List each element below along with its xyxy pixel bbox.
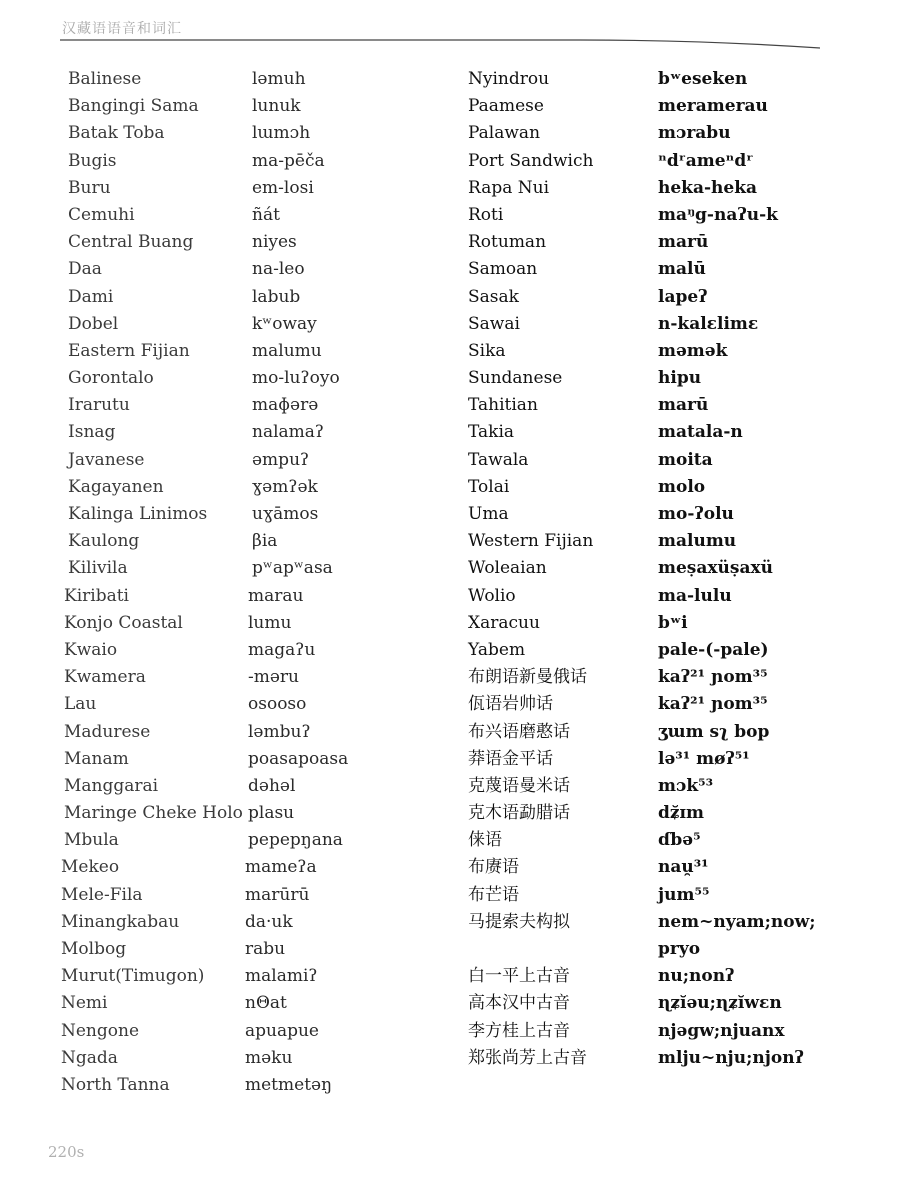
word-form: bʷi	[658, 612, 688, 633]
word-form: malū	[658, 259, 706, 280]
language-name: Cemuhi	[68, 204, 135, 225]
language-name: Tahitian	[468, 395, 538, 416]
word-form: metmetəŋ	[245, 1074, 333, 1095]
language-name: Dobel	[68, 313, 119, 334]
word-form: lə³¹ møʔ⁵¹	[658, 748, 750, 769]
word-form: nem~nyam;now;	[658, 911, 816, 932]
word-form: nΘat	[245, 993, 287, 1014]
word-form: moita	[658, 449, 713, 470]
language-name: Kaulong	[68, 531, 140, 552]
language-name: Sundanese	[468, 368, 563, 389]
word-form: lunuk	[252, 96, 301, 117]
language-name: Irarutu	[68, 395, 130, 416]
language-name: Murut(Timugon)	[61, 966, 205, 987]
word-form: rabu	[245, 939, 286, 959]
word-form: -məru	[248, 667, 299, 688]
word-form: maɸərə	[252, 395, 319, 416]
word-form: malumu	[252, 340, 322, 361]
word-form: labub	[252, 286, 301, 307]
language-name: Isnag	[68, 422, 116, 443]
word-form: poasapoasa	[248, 748, 349, 769]
word-form: meṣaxüṣaxü	[658, 558, 773, 579]
word-form: ñát	[252, 204, 280, 225]
word-form: ⁿdʳameⁿdʳ	[658, 150, 754, 171]
language-name: Samoan	[468, 259, 538, 280]
language-name: Roti	[468, 204, 504, 225]
language-name: Konjo Coastal	[64, 612, 183, 633]
word-form: mameʔa	[245, 857, 317, 878]
language-name	[468, 936, 648, 963]
word-form: pepepŋana	[248, 830, 343, 851]
word-form: ɣəmʔək	[252, 476, 318, 497]
word-form: ɗbə⁵	[658, 830, 701, 851]
word-form: pʷapʷasa	[252, 558, 333, 579]
language-name: North Tanna	[61, 1074, 170, 1095]
language-name: Eastern Fijian	[68, 340, 190, 361]
language-name: Lau	[64, 694, 97, 715]
language-name: 佤语岩帅话	[468, 694, 553, 715]
running-title: 汉藏语语音和词汇	[62, 21, 182, 37]
language-name: 马提索夫构拟	[468, 911, 570, 932]
word-form: em-losi	[252, 177, 314, 198]
language-name: Paamese	[468, 96, 544, 117]
word-form: əmpuʔ	[252, 449, 310, 470]
language-name: 布兴语磨憨话	[468, 721, 570, 742]
word-form: n-kalɛlimɛ	[658, 313, 759, 334]
language-name: Sika	[468, 340, 506, 361]
word-form: ʒɯm sʅ bop	[658, 721, 770, 742]
language-name: Takia	[468, 422, 515, 443]
word-form: maᵑg-naʔu-k	[658, 204, 778, 225]
language-name: Dami	[68, 286, 114, 307]
word-form: lapeʔ	[658, 286, 708, 307]
word-form: marū	[658, 395, 709, 416]
word-form: mo-luʔoyo	[252, 368, 340, 389]
language-name: Nemi	[61, 993, 108, 1014]
word-form: heka-heka	[658, 177, 757, 198]
language-name: Ngada	[61, 1047, 118, 1068]
word-form: ma-pēča	[252, 150, 325, 171]
word-form: ləmuh	[252, 69, 306, 89]
language-name: Yabem	[468, 639, 526, 660]
word-form: molo	[658, 476, 706, 497]
language-name: 高本汉中古音	[468, 993, 570, 1014]
language-name: Palawan	[468, 123, 541, 144]
language-name: Xaracuu	[468, 612, 540, 633]
language-name: Nengone	[61, 1020, 140, 1041]
word-form: osooso	[248, 694, 307, 715]
word-form: malamiʔ	[245, 966, 318, 987]
word-form: uɣāmos	[252, 504, 319, 524]
word-form: bʷeseken	[658, 69, 748, 89]
language-name: Javanese	[68, 449, 145, 470]
word-form: dəhəl	[248, 775, 296, 796]
word-form: marau	[248, 585, 304, 606]
language-name: Woleaian	[468, 558, 547, 579]
language-name: Kalinga Linimos	[68, 504, 208, 524]
word-form: malumu	[658, 531, 737, 552]
language-name: 李方桂上古音	[468, 1020, 570, 1041]
language-name: Minangkabau	[61, 911, 180, 932]
word-form: matala-n	[658, 422, 743, 443]
word-form: mlju~nju;njonʔ	[658, 1047, 804, 1068]
word-form: kaʔ²¹ ɲom³⁵	[658, 694, 768, 715]
language-name: Western Fijian	[468, 531, 594, 552]
word-form: marū	[658, 232, 709, 253]
word-form: mɔrabu	[658, 123, 731, 144]
language-name: Mbula	[64, 830, 119, 851]
word-form: njəgw;njuanx	[658, 1020, 785, 1041]
language-name: Kilivila	[68, 558, 128, 579]
language-name: Batak Toba	[68, 123, 165, 144]
word-form: kaʔ²¹ ɲom³⁵	[658, 667, 768, 688]
language-name: Gorontalo	[68, 368, 154, 389]
word-form: pryo	[658, 939, 701, 959]
word-form: plasu	[248, 803, 295, 824]
word-form: apuapue	[245, 1020, 319, 1041]
language-name: Sasak	[468, 286, 519, 307]
language-name: 克蔑语曼米话	[468, 775, 570, 796]
language-name: Rotuman	[468, 232, 547, 253]
page-number: 220s	[48, 1143, 85, 1161]
word-form: magaʔu	[248, 639, 316, 660]
word-form: ləmbuʔ	[248, 721, 311, 742]
language-name: 布赓语	[468, 857, 519, 878]
language-name: Maringe Cheke Holo	[64, 803, 243, 824]
language-name: 白一平上古音	[468, 966, 570, 987]
language-name: Madurese	[64, 721, 151, 742]
language-name: Balinese	[68, 69, 142, 89]
language-name: 克木语勐腊话	[468, 803, 570, 824]
word-form: dʑ̆ɪm	[658, 803, 704, 824]
word-form: nalamaʔ	[252, 422, 325, 443]
language-name: Mekeo	[61, 857, 120, 878]
word-form: ma-lulu	[658, 585, 732, 606]
language-name: Rapa Nui	[468, 177, 550, 198]
language-name: Manggarai	[64, 775, 159, 796]
language-name: Nyindrou	[468, 69, 550, 89]
word-form: na-leo	[252, 259, 305, 280]
language-name: Port Sandwich	[468, 150, 594, 171]
word-form: lumu	[248, 612, 292, 633]
word-form: jum⁵⁵	[658, 884, 710, 905]
left-language-column	[61, 66, 248, 1099]
language-name: Mele-Fila	[61, 884, 143, 905]
word-form: βia	[252, 531, 278, 552]
header-rule	[60, 30, 820, 50]
language-name: Kagayanen	[68, 476, 164, 497]
language-name: Daa	[68, 259, 102, 280]
word-form: lɯmɔh	[252, 123, 311, 144]
right-word-column	[658, 66, 888, 1072]
word-form: niyes	[252, 232, 297, 253]
language-name: Kwaio	[64, 639, 118, 660]
language-name: 莽语金平话	[468, 748, 553, 769]
language-name: Buru	[68, 177, 111, 198]
language-name: Sawai	[468, 313, 520, 334]
word-form: meramerau	[658, 96, 768, 117]
left-word-column	[245, 66, 452, 1099]
word-form: ɳʑĭəu;ɳʑĭwɛn	[658, 993, 782, 1014]
language-name: Central Buang	[68, 232, 194, 253]
language-name: 布朗语新曼俄话	[468, 667, 587, 688]
language-name: Wolio	[468, 585, 516, 606]
word-form: məmək	[658, 340, 728, 361]
word-form: nau̯³¹	[658, 857, 709, 878]
word-form: məku	[245, 1047, 293, 1068]
word-form: nu;nonʔ	[658, 966, 735, 987]
word-form: marūrū	[245, 884, 310, 905]
word-form: pale-(-pale)	[658, 639, 769, 660]
word-form: mo-ʔolu	[658, 504, 734, 524]
language-name: Bangingi Sama	[68, 96, 199, 117]
language-name: Tawala	[468, 449, 529, 470]
word-form: da·uk	[245, 911, 293, 932]
language-name: 俫语	[468, 830, 502, 851]
language-name: Kiribati	[64, 585, 129, 606]
language-name: Uma	[468, 504, 509, 524]
language-name: 郑张尚芳上古音	[468, 1047, 587, 1068]
language-name: Bugis	[68, 150, 117, 171]
language-name: 布芒语	[468, 884, 519, 905]
language-name: Kwamera	[64, 667, 146, 688]
word-form: kʷoway	[252, 313, 317, 334]
word-form: hipu	[658, 368, 702, 389]
right-language-column	[468, 66, 648, 1072]
language-name: Tolai	[468, 476, 510, 497]
language-name: Molbog	[61, 939, 127, 959]
language-name: Manam	[64, 748, 129, 769]
word-form: mɔk⁵³	[658, 775, 714, 796]
